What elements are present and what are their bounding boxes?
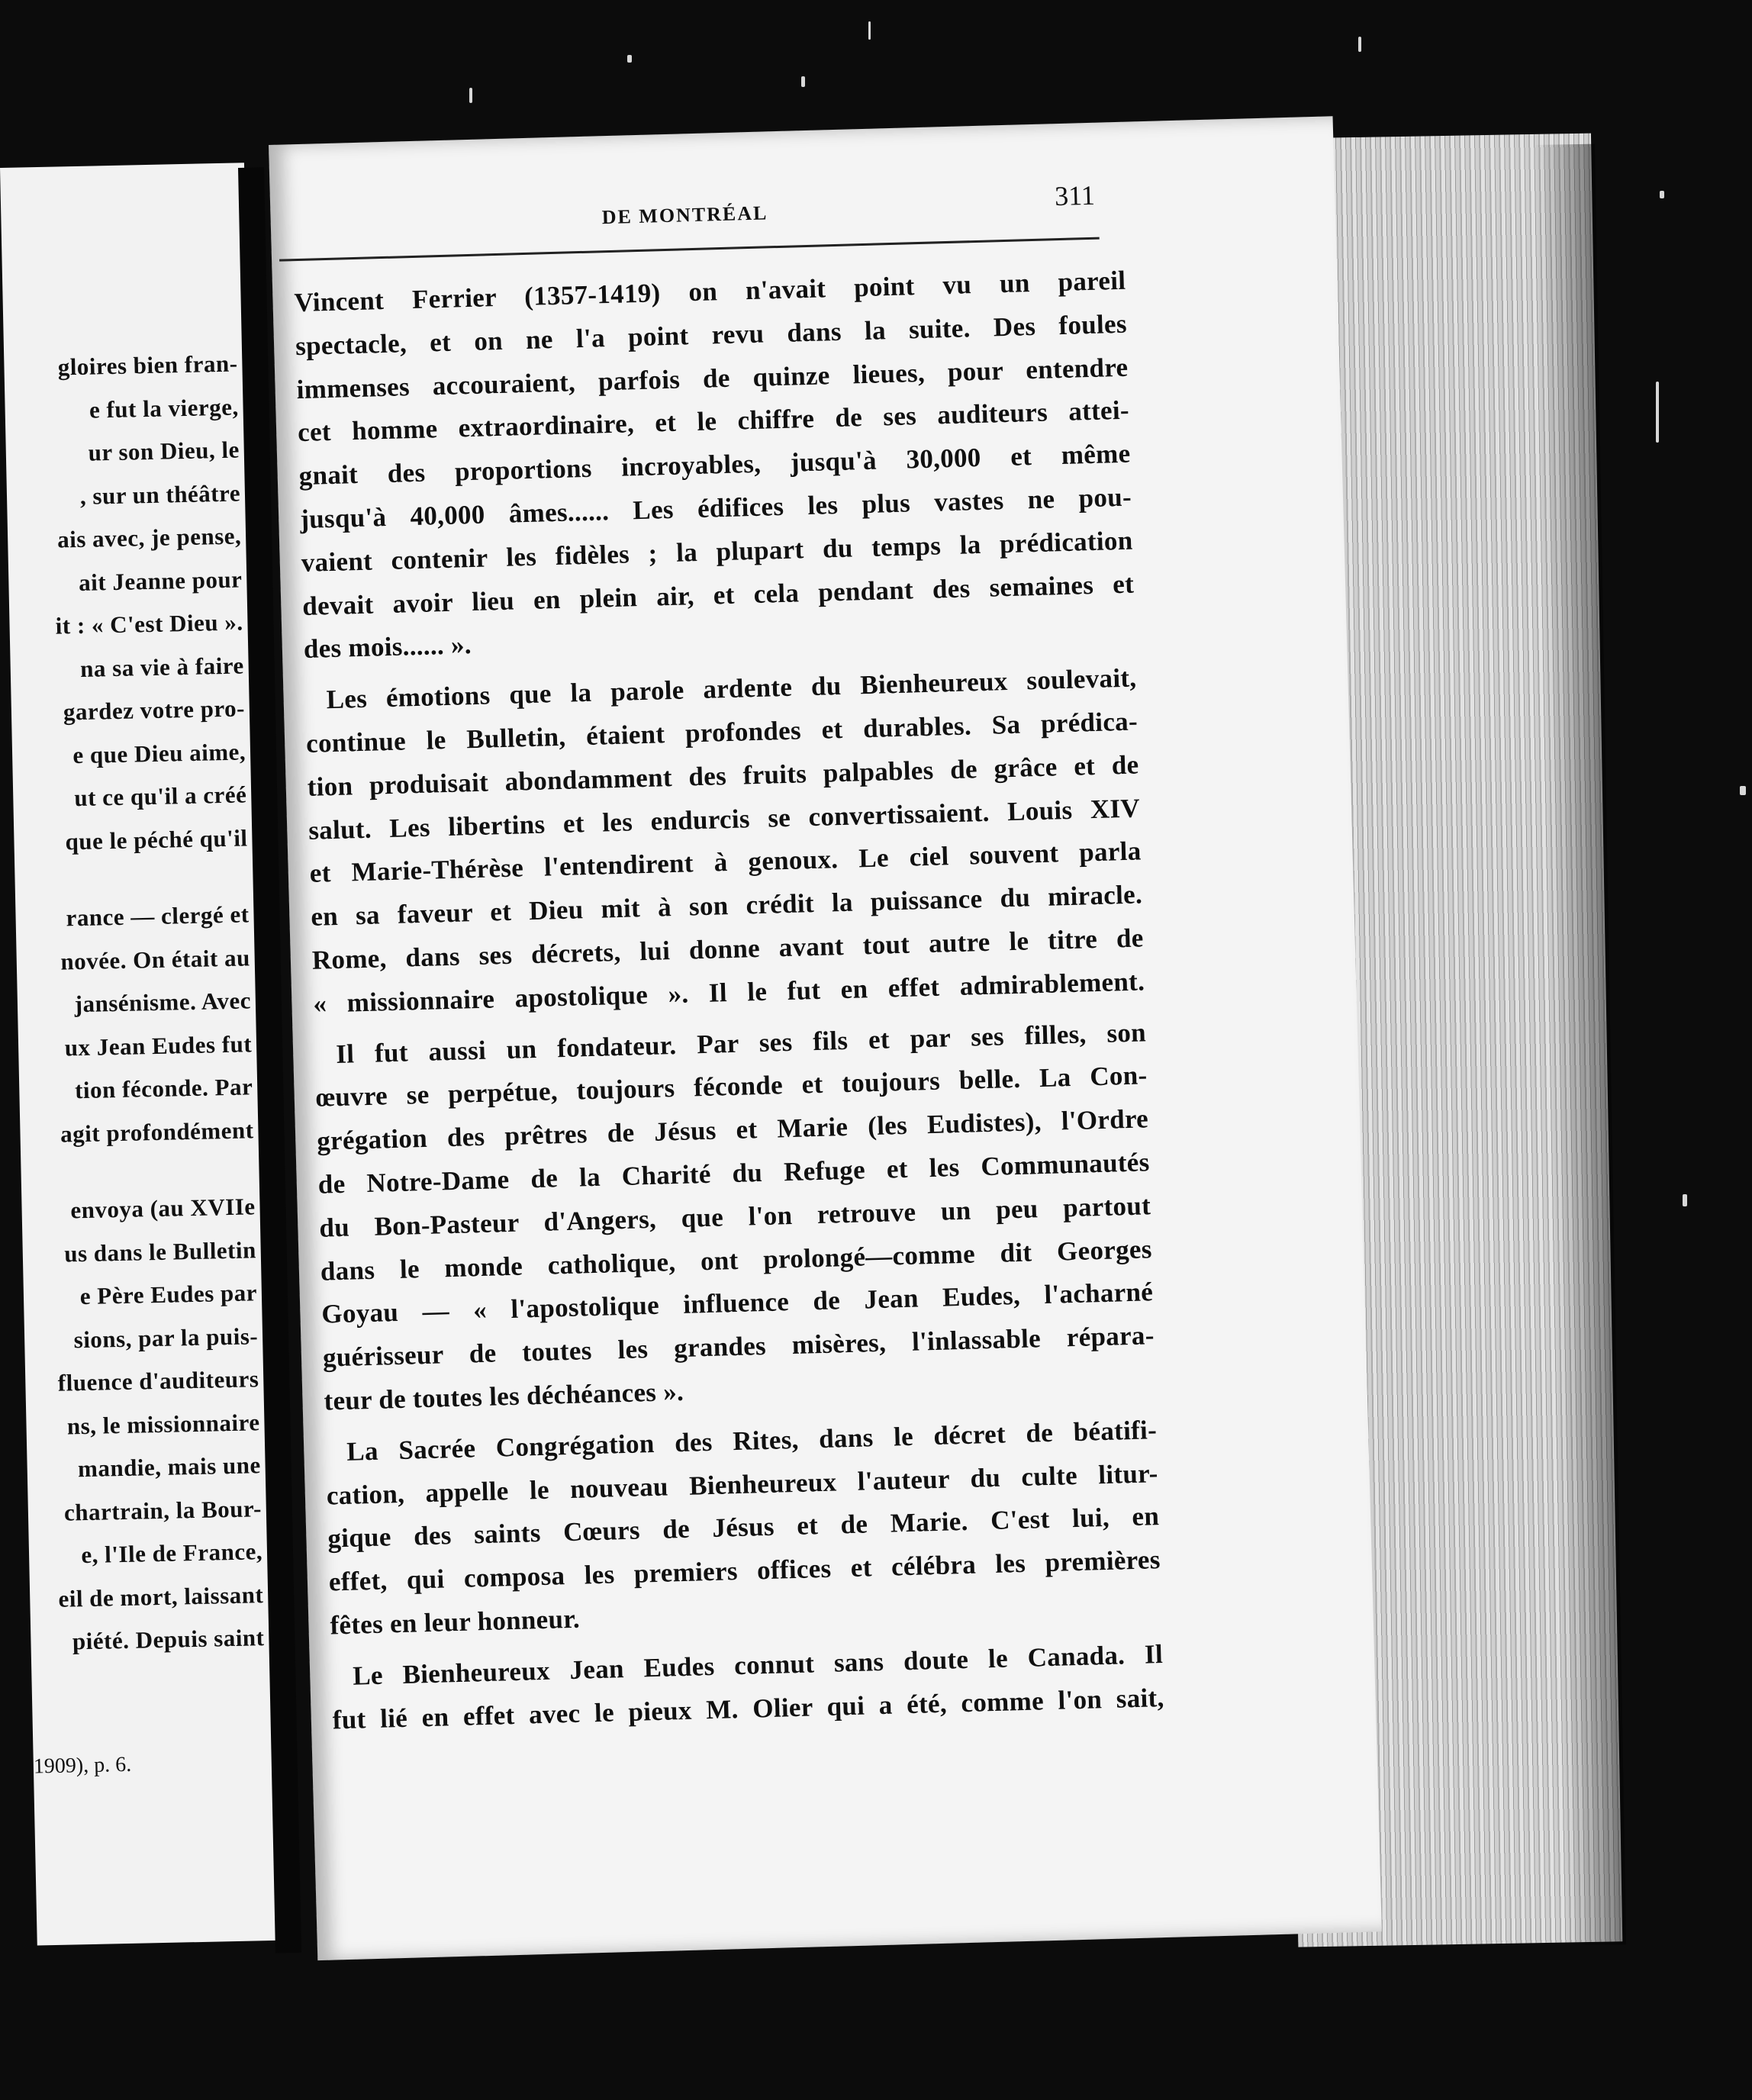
text-line: ur son Dieu, le	[88, 436, 240, 466]
text-line: e fut la vierge,	[89, 393, 239, 424]
text-line: ux Jean Eudes fut	[64, 1029, 253, 1061]
text-line: gique des saints Cœurs de Jésus et de Marie. C'est lui, en	[327, 1501, 1160, 1554]
text-line: us dans le Bulletin	[63, 1235, 257, 1267]
text-line: de Notre-Dame de la Charité du Refuge et les Communautés	[317, 1147, 1150, 1200]
dust-speck	[868, 21, 871, 40]
text-line: eil de mort, laissant	[58, 1580, 264, 1612]
text-line: ais avec, je pense,	[56, 522, 242, 553]
paragraph	[294, 259, 1135, 672]
dust-speck	[1740, 786, 1746, 795]
left-page-text	[0, 343, 265, 1670]
page-body	[294, 259, 1164, 1742]
text-line: it : « C'est Dieu ».	[55, 608, 243, 639]
text-line: mandie, mais une	[77, 1451, 262, 1483]
text-line: , sur un théâtre	[79, 479, 241, 510]
text-line: que le péché qu'il	[65, 823, 248, 855]
text-line: Les émotions que la parole ardente du Bienheureux soulevait,	[326, 662, 1137, 715]
text-line: ut ce qu'il a créé	[73, 781, 247, 812]
text-line: La Sacrée Congrégation des Rites, dans le décret de béatifi-	[346, 1414, 1158, 1467]
dust-speck	[1656, 382, 1659, 443]
text-line: Vincent Ferrier (1357-1419) on n'avait point vu un pareil	[294, 265, 1126, 318]
text-line: agit profondément	[60, 1116, 254, 1148]
text-line: vaient contenir les fidèles ; la plupart du temps la prédication	[301, 525, 1133, 578]
text-line: na sa vie à faire	[79, 651, 245, 682]
text-line: Goyau — « l'apostolique influence de Jean Eudes, l'acharné	[320, 1277, 1154, 1330]
text-line: devait avoir lieu en plein air, et cela pendant des semaines et	[301, 568, 1135, 621]
text-line: salut. Les libertins et les endurcis se convertissaient. Louis XIV	[308, 792, 1141, 845]
text-line: des mois...... ».	[303, 630, 472, 665]
text-line: Le Bienheureux Jean Eudes connut sans doute le Canada. Il	[352, 1638, 1164, 1691]
text-line: Rome, dans ses décrets, lui donne avant tout autre le titre de	[311, 923, 1145, 975]
text-line: gardez votre pro-	[63, 694, 246, 726]
text-line: en sa faveur et Dieu mit à son crédit la puissance du miracle.	[310, 879, 1143, 932]
text-line: dans le monde catholique, ont prolongé—comme dit Georges	[320, 1233, 1153, 1287]
page-number: 311	[1054, 179, 1096, 212]
dust-speck	[1683, 1194, 1687, 1206]
text-line: e que Dieu aime,	[72, 737, 246, 768]
text-line: « missionnaire apostolique ». Il le fut en effet admirablement.	[312, 966, 1145, 1019]
dust-speck	[801, 76, 805, 87]
text-line: jansénisme. Avec	[74, 987, 252, 1018]
text-line: piété. Depuis saint	[72, 1624, 265, 1655]
text-line: Il fut aussi un fondateur. Par ses fils et par ses filles, son	[335, 1016, 1147, 1069]
text-line: effet, qui composa les premiers offices et célébra les premières	[328, 1544, 1161, 1597]
dust-speck	[1660, 191, 1664, 198]
text-line: guérisseur de toutes les grandes misères, l'inlassable répara-	[322, 1320, 1155, 1373]
text-line: immenses accouraient, parfois de quinze lieues, pour entendre	[296, 352, 1129, 404]
text-line: grégation des prêtres de Jésus et Marie (les Eudistes), l'Ordre	[316, 1103, 1149, 1156]
text-line: et Marie-Thérèse l'entendirent à genoux. Le ciel souvent parla	[309, 836, 1142, 889]
text-line: tion produisait abondamment des fruits palpables de grâce et de	[307, 749, 1139, 802]
text-line: cation, appelle le nouveau Bienheureux l'auteur du culte litur-	[326, 1457, 1159, 1511]
header-rule	[279, 237, 1100, 262]
text-line: ns, le missionnaire	[66, 1408, 260, 1440]
text-line: rance — clergé et	[66, 900, 250, 932]
left-page	[0, 163, 282, 1945]
text-line: envoya (au XVIIe	[70, 1193, 256, 1224]
text-line: e Père Eudes par	[79, 1279, 258, 1310]
text-line: gloires bien fran-	[57, 349, 238, 381]
text-line: spectacle, et on ne l'a point revu dans la suite. Des foules	[295, 308, 1128, 361]
left-footnote: 1909), p. 6.	[33, 1752, 132, 1779]
dust-speck	[469, 88, 472, 103]
text-line: tion féconde. Par	[74, 1073, 253, 1104]
text-line: chartrain, la Bour-	[63, 1494, 262, 1526]
text-line: fêtes en leur honneur.	[329, 1603, 581, 1641]
paragraph	[314, 1011, 1156, 1423]
paragraph	[304, 657, 1145, 1026]
dust-speck	[1358, 37, 1361, 52]
text-line: gnait des proportions incroyables, jusqu'à 30,000 et même	[298, 438, 1131, 491]
text-line: cet homme extraordinaire, et le chiffre de ses auditeurs attei-	[297, 395, 1130, 448]
running-head: DE MONTRÉAL	[601, 201, 768, 229]
text-line: du Bon-Pasteur d'Angers, que l'on retrouve un peu partout	[318, 1190, 1151, 1243]
text-line: continue le Bulletin, étaient profondes et durables. Sa prédica-	[305, 706, 1138, 759]
text-line: jusqu'à 40,000 âmes...... Les édifices les plus vastes ne pou-	[299, 482, 1132, 535]
text-line: œuvre se perpétue, toujours féconde et toujours belle. La Con-	[315, 1060, 1148, 1113]
text-line: e, l'Ile de France,	[81, 1538, 263, 1569]
text-line: sions, par la puis-	[73, 1322, 259, 1353]
text-line: fut lié en effet avec le pieux M. Olier qui a été, comme l'on sait,	[332, 1682, 1164, 1734]
right-page	[269, 116, 1382, 1960]
paragraph	[325, 1409, 1162, 1647]
text-line: ait Jeanne pour	[78, 565, 243, 596]
text-line: novée. On était au	[60, 943, 251, 975]
text-line: teur de toutes les déchéances ».	[324, 1376, 684, 1416]
text-line: fluence d'auditeurs	[57, 1365, 259, 1396]
dust-speck	[627, 55, 632, 63]
